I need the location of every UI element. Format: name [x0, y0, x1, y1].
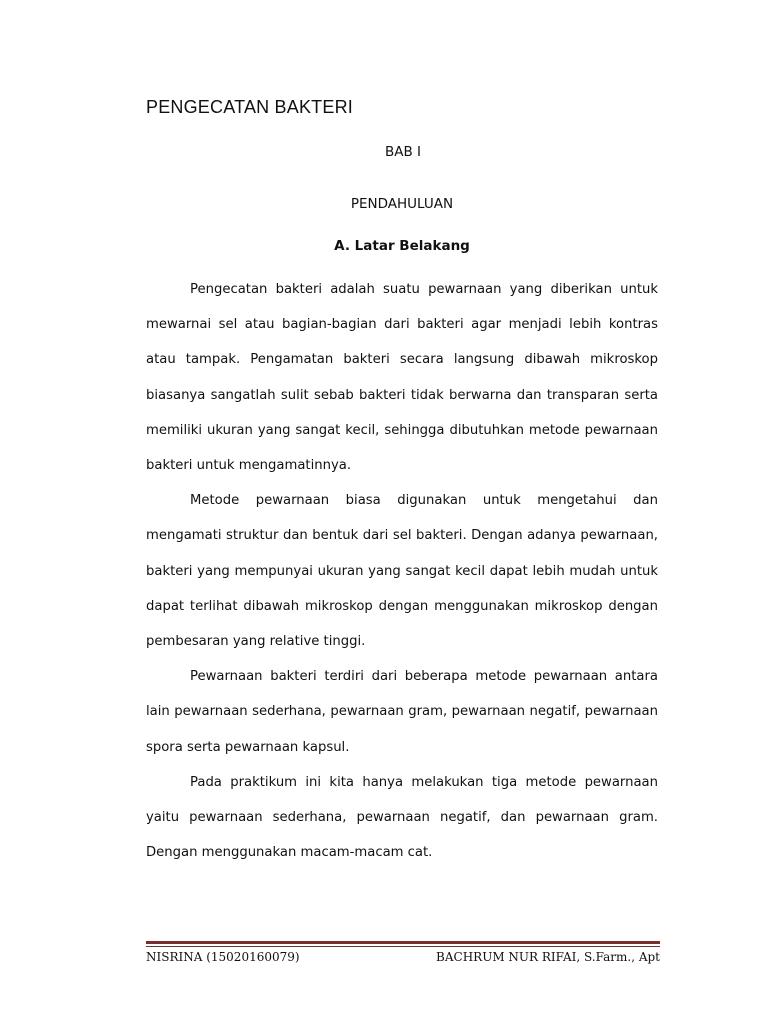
paragraph: Pada praktikum ini kita hanya melakukan tiga metode pewarnaan yaitu pewarnaan sederhana, pewarnaan negatif, dan pewarnaan gram. Dengan menggunakan macam-macam cat.: [146, 774, 658, 861]
chapter-title: PENDAHULUAN: [350, 196, 454, 212]
paragraph: Pengecatan bakteri adalah suatu pewarnaan yang diberikan untuk mewarnai sel atau bagian-bagian dari bakteri agar menjadi lebih kontras atau tampak. Pengamatan bakteri secara langsung dibawah mikroskop biasanya sangatlah sulit sebab bakteri tidak berwarna dan transparan serta memiliki ukuran yang sangat kecil, sehingga dibutuhkan metode pewarnaan bakteri untuk mengamatinnya.: [146, 282, 658, 474]
page-footer: [146, 950, 660, 964]
paragraph: Metode pewarnaan biasa digunakan untuk mengetahui dan mengamati struktur dan bentuk dari sel bakteri. Dengan adanya pewarnaan, bakteri yang mempunyai ukuran yang sangat kecil dapat lebih mudah untuk dapat terlihat dibawah mikroskop dengan menggunakan mikroskop dengan pembesaran yang relative tinggi.: [146, 493, 658, 650]
footer-rule: [146, 941, 660, 944]
document-title: PENGECATAN BAKTERI: [146, 97, 353, 117]
section-title: A. Latar Belakang: [334, 238, 470, 254]
paragraph: Pewarnaan bakteri terdiri dari beberapa metode pewarnaan antara lain pewarnaan sederhana, pewarnaan gram, pewarnaan negatif, pewarnaan spora serta pewarnaan kapsul.: [146, 669, 658, 755]
chapter-heading: [146, 144, 658, 160]
footer-supervisor: BACHRUM NUR RIFAI, S.Farm., Apt: [436, 950, 660, 964]
footer-author: NISRINA (15020160079): [146, 950, 300, 964]
footer-rule-thin: [146, 946, 660, 947]
chapter-label: BAB I: [384, 144, 422, 160]
body-text: [146, 272, 658, 870]
